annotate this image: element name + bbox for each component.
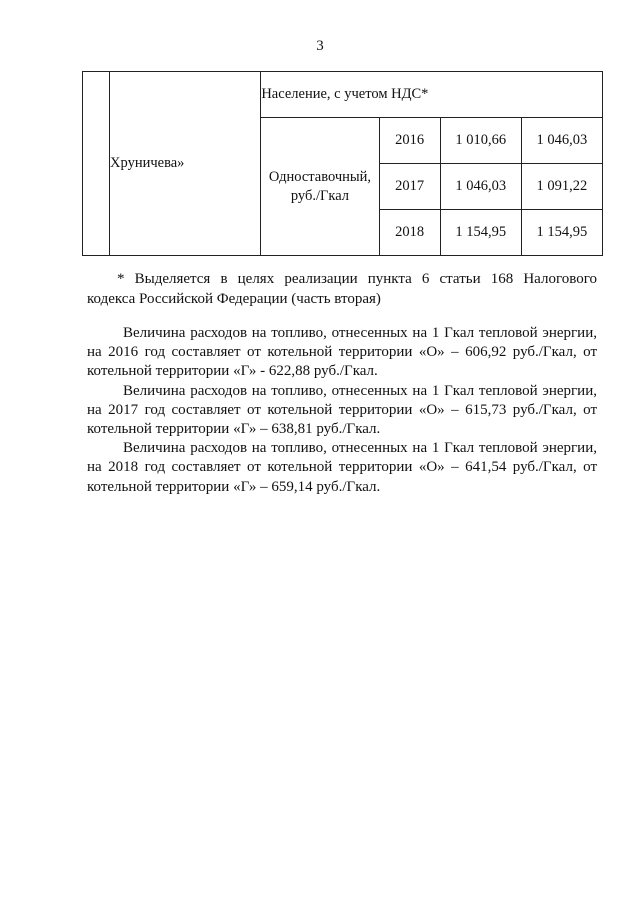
paragraph (87, 439, 597, 497)
value-cell: 1 046,03 (440, 164, 521, 210)
paragraph-line: Величина расходов на топливо, отнесенных на 1 Гкал тепловой энергии, (123, 382, 597, 399)
value-cell: 1 154,95 (440, 210, 521, 256)
paragraph-line: котельной территории «Г» – 638,81 руб./Гкал. (87, 421, 381, 438)
number-cell (83, 72, 110, 256)
year-cell: 2017 (379, 164, 440, 210)
footnote (87, 269, 597, 309)
footnote-line: кодекса Российской Федерации (часть вторая) (87, 291, 381, 307)
value-cell: 1 091,22 (521, 164, 602, 210)
paragraph (87, 324, 597, 382)
page-number: 3 (316, 38, 324, 54)
rate-type-cell: Одноставочный, руб./Гкал (261, 118, 379, 256)
paragraph-line: Величина расходов на топливо, отнесенных на 1 Гкал тепловой энергии, (123, 325, 597, 341)
tariff-table (82, 71, 603, 256)
paragraph-line: на 2018 год составляет от котельной территории «О» – 641,54 руб./Гкал, от (87, 459, 597, 476)
paragraph-line: котельной территории «Г» - 622,88 руб./Гкал. (87, 363, 378, 380)
paragraph (87, 382, 597, 440)
paragraph-line: Величина расходов на топливо, отнесенных на 1 Гкал тепловой энергии, (123, 440, 597, 457)
value-cell: 1 010,66 (440, 118, 521, 164)
body-text (87, 324, 597, 497)
year-cell: 2016 (379, 118, 440, 164)
footnote-line: * Выделяется в целях реализации пункта 6 статьи 168 Налогового (117, 271, 597, 287)
paragraph-line: котельной территории «Г» – 659,14 руб./Гкал. (87, 478, 381, 495)
value-cell: 1 154,95 (521, 210, 602, 256)
table-row (83, 72, 603, 118)
population-label-cell: Население, с учетом НДС* (261, 72, 603, 118)
value-cell: 1 046,03 (521, 118, 602, 164)
paragraph-line: на 2016 год составляет от котельной территории «О» – 606,92 руб./Гкал, от (87, 344, 597, 361)
year-cell: 2018 (379, 210, 440, 256)
organization-cell: Хруничева» (110, 72, 261, 256)
paragraph-line: на 2017 год составляет от котельной территории «О» – 615,73 руб./Гкал, от (87, 401, 597, 418)
